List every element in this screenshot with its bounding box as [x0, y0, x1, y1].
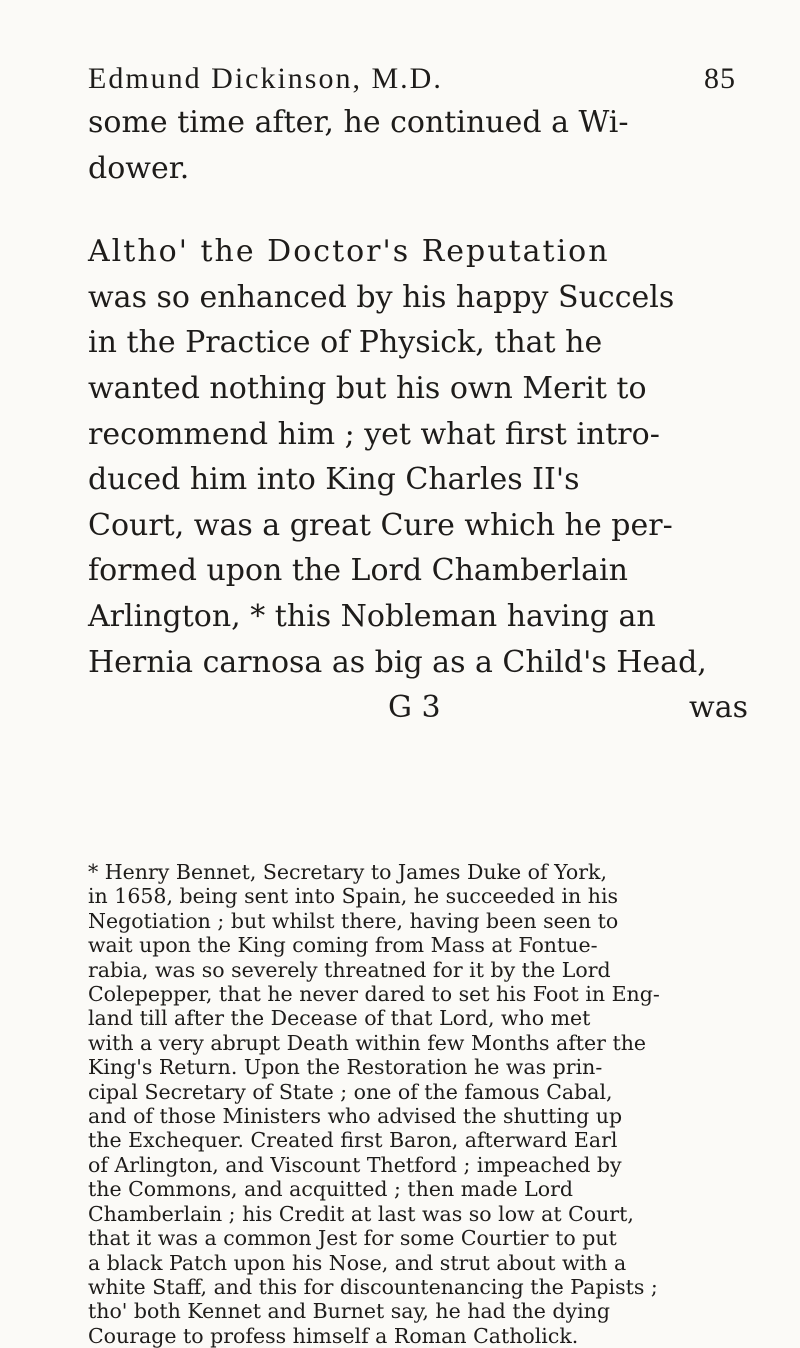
footnote-line: Chamberlain ; his Credit at last was so low at Court, — [88, 1201, 634, 1226]
text-line: Hernia carnosa as big as a Child's Head, — [88, 644, 707, 680]
text-line: Altho' the Doctor's Reputation — [88, 234, 610, 270]
page-number: 85 — [704, 62, 736, 95]
text-line: was so enhanced by his happy Succels — [88, 279, 675, 315]
running-title: Edmund Dickinson, M.D. — [88, 62, 443, 95]
text-line: duced him into King Charles II's — [88, 462, 580, 498]
footnote-line: Colepepper, that he never dared to set his Foot in Eng- — [88, 982, 660, 1007]
footnote-line: King's Return. Upon the Restoration he was prin- — [88, 1055, 603, 1080]
text-line: wanted nothing but his own Merit to — [88, 370, 647, 406]
text-line: some time after, he continued a Wi- — [88, 105, 629, 140]
footnote-line: and of those Ministers who advised the shutting up — [88, 1104, 623, 1129]
footnote-line: a black Patch upon his Nose, and strut about with a — [88, 1250, 627, 1275]
footnote — [88, 860, 748, 1348]
footnote-line: the Commons, and acquitted ; then made Lord — [88, 1177, 574, 1202]
footnote-line: cipal Secretary of State ; one of the famous Cabal, — [88, 1079, 613, 1104]
footnote-line: Negotiation ; but whilst there, having been seen to — [88, 908, 619, 933]
footnote-line: of Arlington, and Viscount Thetford ; impeached by — [88, 1152, 622, 1177]
footnote-line: wait upon the King coming from Mass at Fontue- — [88, 933, 598, 958]
catchword: was — [689, 690, 748, 726]
footnote-line: in 1658, being sent into Spain, he succeeded in his — [88, 884, 619, 909]
footnote-line: tho' both Kennet and Burnet say, he had the dying — [88, 1299, 610, 1324]
footnote-line: white Staff, and this for discountenancing the Papists ; — [88, 1274, 658, 1299]
footnote-line: land till after the Decease of that Lord, who met — [88, 1006, 591, 1031]
footnote-line: the Exchequer. Created first Baron, afterward Earl — [88, 1128, 618, 1153]
text-line: recommend him ; yet what first intro- — [88, 416, 660, 452]
paragraph-gap — [88, 191, 748, 229]
text-line: formed upon the Lord Chamberlain — [88, 553, 628, 589]
text-line: Court, was a great Cure which he per- — [88, 507, 673, 543]
footnote-line: Courage to profess himself a Roman Catholick. — [88, 1323, 579, 1348]
footnote-line: rabia, was so severely threatned for it by the Lord — [88, 957, 611, 982]
footnote-line: that it was a common Jest for some Courtier to put — [88, 1226, 617, 1251]
running-head — [88, 62, 736, 96]
main-text — [88, 100, 748, 729]
signature-line — [88, 685, 748, 729]
text-line: in the Practice of Physick, that he — [88, 325, 603, 361]
signature-mark: G 3 — [388, 690, 441, 726]
text-line: Arlington, * this Nobleman having an — [88, 598, 656, 634]
text-line: dower. — [88, 150, 190, 186]
footnote-line: * Henry Bennet, Secretary to James Duke of York, — [88, 860, 607, 884]
footnote-line: with a very abrupt Death within few Months after the — [88, 1030, 647, 1055]
